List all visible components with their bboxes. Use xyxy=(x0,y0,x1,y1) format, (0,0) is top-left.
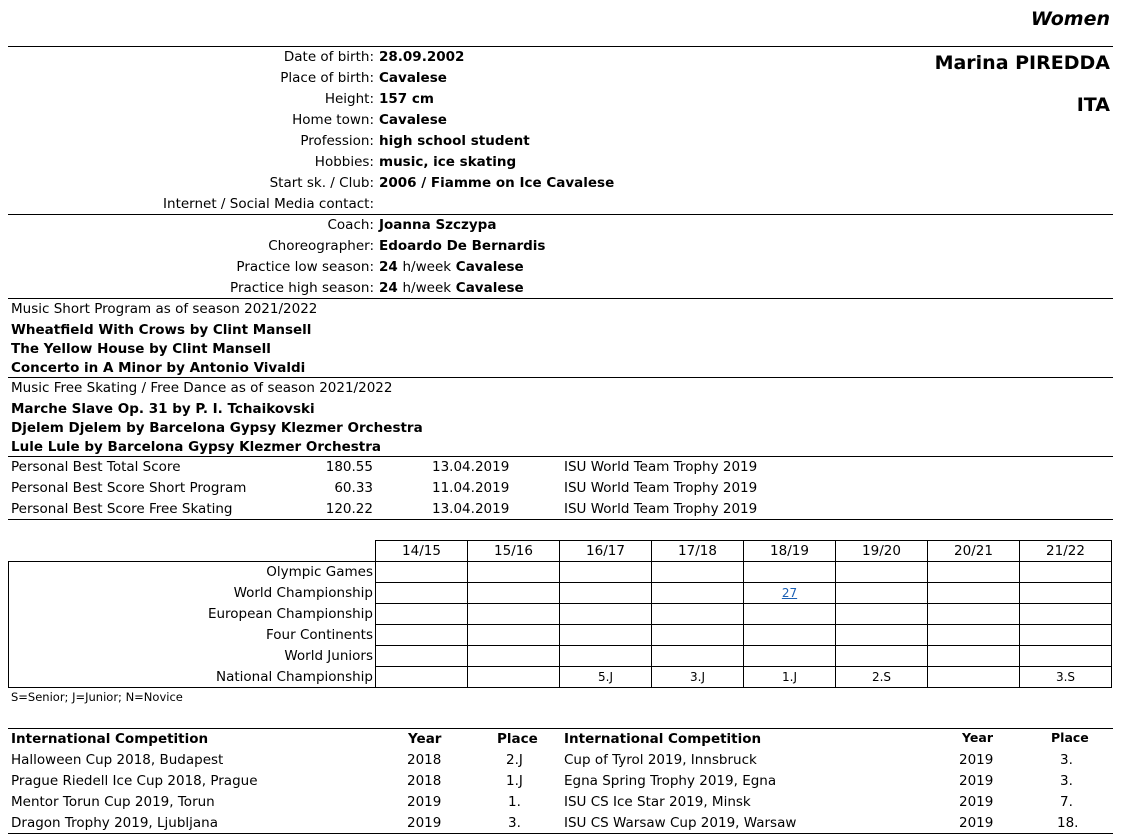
result-cell xyxy=(836,562,928,583)
music-piece: Lule Lule by Barcelona Gypsy Klezmer Orchestra xyxy=(11,439,382,455)
season-header: 15/16 xyxy=(468,541,560,562)
pb-event: ISU World Team Trophy 2019 xyxy=(564,459,758,475)
music-piece: The Yellow House by Clint Mansell xyxy=(11,341,271,357)
result-cell xyxy=(376,604,468,625)
intl-competition: Prague Riedell Ice Cup 2018, Prague xyxy=(11,773,258,789)
divider xyxy=(8,728,1113,729)
intl-year: 2019 xyxy=(959,752,994,768)
intl-year: 2019 xyxy=(959,794,994,810)
result-link[interactable]: 27 xyxy=(781,586,798,600)
pb-score: 60.33 xyxy=(334,480,373,496)
result-cell xyxy=(744,646,836,667)
intl-place: 1. xyxy=(508,794,521,810)
skater-nation: ITA xyxy=(1076,94,1110,116)
bio-label: Start sk. / Club: xyxy=(269,175,374,191)
pb-label: Personal Best Total Score xyxy=(11,459,181,475)
event-label: World Championship xyxy=(9,583,376,604)
result-cell xyxy=(652,604,744,625)
choreographer-label: Choreographer: xyxy=(268,238,374,254)
result-cell xyxy=(468,583,560,604)
result-cell xyxy=(468,667,560,688)
practice-high-value: 24 h/week Cavalese xyxy=(379,280,524,296)
result-cell: 3.S xyxy=(1020,667,1112,688)
intl-competition: Egna Spring Trophy 2019, Egna xyxy=(564,773,777,789)
intl-header-competition: International Competition xyxy=(11,731,209,747)
result-cell xyxy=(468,625,560,646)
divider xyxy=(8,298,1113,299)
season-header: 18/19 xyxy=(744,541,836,562)
result-cell xyxy=(744,604,836,625)
result-cell xyxy=(836,625,928,646)
intl-year: 2019 xyxy=(959,815,994,831)
results-legend: S=Senior; J=Junior; N=Novice xyxy=(11,690,183,704)
practice-low-label: Practice low season: xyxy=(236,259,374,275)
result-cell xyxy=(1020,625,1112,646)
bio-value: high school student xyxy=(379,133,530,149)
result-cell: 1.J xyxy=(744,667,836,688)
choreographer-value: Edoardo De Bernardis xyxy=(379,238,546,254)
bio-value: Cavalese xyxy=(379,70,447,86)
bio-label: Height: xyxy=(324,91,374,107)
result-cell xyxy=(560,646,652,667)
result-cell xyxy=(652,583,744,604)
intl-year: 2018 xyxy=(407,752,442,768)
bio-label: Home town: xyxy=(292,112,374,128)
result-cell xyxy=(836,604,928,625)
result-cell xyxy=(560,583,652,604)
result-cell xyxy=(928,667,1020,688)
results-row xyxy=(9,646,1112,667)
season-header: 21/22 xyxy=(1020,541,1112,562)
season-header: 17/18 xyxy=(652,541,744,562)
event-label: European Championship xyxy=(9,604,376,625)
pb-date: 13.04.2019 xyxy=(432,459,510,475)
result-cell xyxy=(928,583,1020,604)
result-cell xyxy=(928,604,1020,625)
result-cell xyxy=(1020,562,1112,583)
bio-label: Internet / Social Media contact: xyxy=(163,196,374,212)
intl-place: 7. xyxy=(1060,794,1073,810)
intl-place: 18. xyxy=(1057,815,1079,831)
pb-score: 120.22 xyxy=(325,501,373,517)
results-row xyxy=(9,562,1112,583)
bio-value: Cavalese xyxy=(379,112,447,128)
result-cell xyxy=(376,667,468,688)
result-cell xyxy=(468,562,560,583)
skater-name: Marina PIREDDA xyxy=(934,52,1110,74)
result-cell: 2.S xyxy=(836,667,928,688)
season-header: 14/15 xyxy=(376,541,468,562)
result-cell xyxy=(836,646,928,667)
music-fs-title: Music Free Skating / Free Dance as of season 2021/2022 xyxy=(11,380,393,396)
result-cell xyxy=(376,562,468,583)
intl-header-place: Place xyxy=(1051,730,1089,745)
intl-year: 2019 xyxy=(407,794,442,810)
result-cell: 5.J xyxy=(560,667,652,688)
event-label: Four Continents xyxy=(9,625,376,646)
intl-competition: Halloween Cup 2018, Budapest xyxy=(11,752,224,768)
intl-year: 2018 xyxy=(407,773,442,789)
intl-place: 3. xyxy=(1060,773,1073,789)
intl-competition: ISU CS Warsaw Cup 2019, Warsaw xyxy=(564,815,797,831)
pb-date: 11.04.2019 xyxy=(432,480,510,496)
coach-label: Coach: xyxy=(327,217,374,233)
intl-competition: Cup of Tyrol 2019, Innsbruck xyxy=(564,752,757,768)
result-cell xyxy=(560,625,652,646)
result-cell xyxy=(928,646,1020,667)
bio-label: Profession: xyxy=(300,133,374,149)
bio-label: Date of birth: xyxy=(283,49,374,65)
results-row xyxy=(9,604,1112,625)
season-header: 20/21 xyxy=(928,541,1020,562)
result-cell xyxy=(836,583,928,604)
result-cell xyxy=(652,562,744,583)
intl-year: 2019 xyxy=(959,773,994,789)
result-cell xyxy=(1020,604,1112,625)
intl-competition: ISU CS Ice Star 2019, Minsk xyxy=(564,794,751,810)
coach-value: Joanna Szczypa xyxy=(379,217,497,233)
pb-label: Personal Best Score Short Program xyxy=(11,480,247,496)
intl-place: 2.J xyxy=(506,752,523,768)
intl-header-year: Year xyxy=(408,731,442,747)
result-cell xyxy=(652,625,744,646)
season-header: 19/20 xyxy=(836,541,928,562)
intl-header-year: Year xyxy=(962,730,993,745)
music-piece: Djelem Djelem by Barcelona Gypsy Klezmer Orchestra xyxy=(11,420,423,436)
bio-label: Place of birth: xyxy=(280,70,374,86)
intl-header-competition: International Competition xyxy=(564,731,762,747)
divider xyxy=(8,377,1113,378)
music-piece: Marche Slave Op. 31 by P. I. Tchaikovski xyxy=(11,401,315,417)
intl-competition: Mentor Torun Cup 2019, Torun xyxy=(11,794,215,810)
result-cell xyxy=(468,646,560,667)
bio-label: Hobbies: xyxy=(314,154,374,170)
season-header: 16/17 xyxy=(560,541,652,562)
result-cell xyxy=(928,625,1020,646)
result-cell xyxy=(376,583,468,604)
intl-competition: Dragon Trophy 2019, Ljubljana xyxy=(11,815,219,831)
divider xyxy=(8,833,1113,834)
bio-value: music, ice skating xyxy=(379,154,517,170)
bio-value: 28.09.2002 xyxy=(379,49,465,65)
divider xyxy=(8,46,1113,47)
intl-place: 3. xyxy=(1060,752,1073,768)
practice-high-label: Practice high season: xyxy=(230,280,374,296)
result-cell xyxy=(560,604,652,625)
result-cell xyxy=(652,646,744,667)
pb-date: 13.04.2019 xyxy=(432,501,510,517)
divider xyxy=(8,519,1113,520)
intl-header-place: Place xyxy=(497,731,538,747)
result-cell xyxy=(1020,646,1112,667)
world-championship-result-link[interactable] xyxy=(744,583,836,604)
category-label: Women xyxy=(1030,8,1110,30)
result-cell xyxy=(468,604,560,625)
pb-event: ISU World Team Trophy 2019 xyxy=(564,501,758,517)
music-piece: Wheatfield With Crows by Clint Mansell xyxy=(11,322,312,338)
season-header-row xyxy=(9,541,1112,562)
result-cell xyxy=(376,625,468,646)
results-row xyxy=(9,583,1112,604)
pb-score: 180.55 xyxy=(325,459,373,475)
pb-event: ISU World Team Trophy 2019 xyxy=(564,480,758,496)
intl-place: 1.J xyxy=(506,773,523,789)
result-cell xyxy=(744,625,836,646)
divider xyxy=(8,456,1113,457)
event-label: National Championship xyxy=(9,667,376,688)
intl-year: 2019 xyxy=(407,815,442,831)
bio-value: 157 cm xyxy=(379,91,434,107)
results-row xyxy=(9,625,1112,646)
music-piece: Concerto in A Minor by Antonio Vivaldi xyxy=(11,360,306,376)
result-cell xyxy=(560,562,652,583)
divider xyxy=(8,214,1113,215)
result-cell: 3.J xyxy=(652,667,744,688)
practice-low-value: 24 h/week Cavalese xyxy=(379,259,524,275)
event-label: Olympic Games xyxy=(9,562,376,583)
results-table xyxy=(8,540,1112,688)
result-cell xyxy=(1020,583,1112,604)
intl-place: 3. xyxy=(508,815,521,831)
result-cell xyxy=(376,646,468,667)
result-cell xyxy=(928,562,1020,583)
result-cell xyxy=(744,562,836,583)
pb-label: Personal Best Score Free Skating xyxy=(11,501,233,517)
results-row xyxy=(9,667,1112,688)
event-label: World Juniors xyxy=(9,646,376,667)
bio-value: 2006 / Fiamme on Ice Cavalese xyxy=(379,175,615,191)
music-sp-title: Music Short Program as of season 2021/2022 xyxy=(11,301,318,317)
